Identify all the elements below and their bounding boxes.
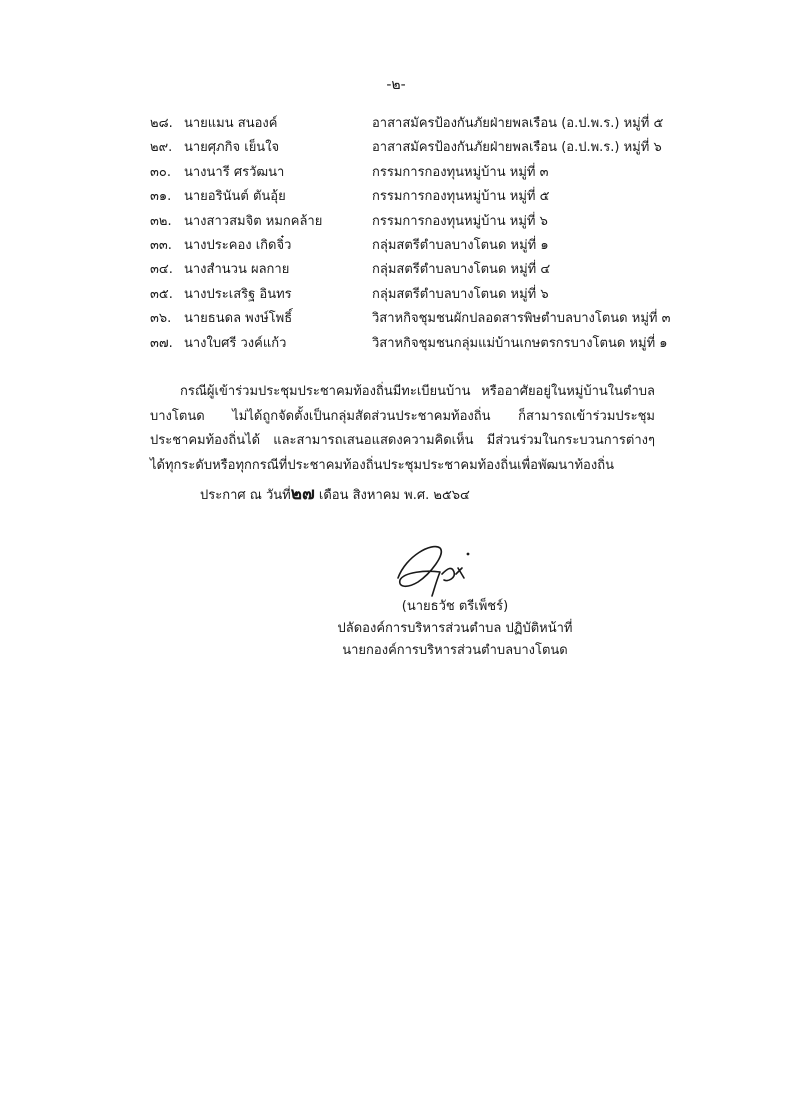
roster-row (150, 185, 710, 209)
roster-number: ๓๖. (150, 311, 172, 327)
date-prefix: ประกาศ ณ วันที่ (200, 488, 291, 503)
signatory-name: (นายธวัช ตรีเพ็ชร์) (401, 599, 509, 614)
roster-row (150, 112, 710, 136)
member-name: นายอรินันต์ ตันอุ้ย (184, 189, 286, 205)
member-role: กลุ่มสตรีตำบลบางโตนด หมู่ที่ ๑ (372, 237, 549, 253)
member-name: นายศุภกิจ เย็นใจ (184, 140, 280, 156)
date-year: ๒๕๖๔ (433, 488, 470, 503)
roster-number: ๓๗. (150, 335, 173, 351)
member-roster (150, 112, 710, 356)
roster-row (150, 332, 710, 356)
roster-number: ๓๑. (150, 189, 172, 205)
roster-row (150, 258, 710, 282)
member-role: กรรมการกองทุนหมู่บ้าน หมู่ที่ ๖ (372, 213, 548, 229)
member-name: นายแมน สนองค์ (184, 116, 278, 131)
signatory-title-2: นายกองค์การบริหารส่วนตำบลบางโตนด (342, 643, 568, 658)
roster-number: ๓๕. (150, 286, 173, 302)
handwritten-signature (392, 538, 502, 598)
member-role: วิสาหกิจชุมชนผักปลอดสารพิษตำบลบางโตนด หมู่ที่ ๓ (372, 311, 671, 327)
member-name: นางสำนวน ผลกาย (184, 262, 290, 278)
member-name: นางประเสริฐ อินทร (184, 286, 292, 302)
member-name: นางประคอง เกิดจิ๋ว (184, 237, 292, 253)
roster-row (150, 307, 710, 331)
member-name: นายธนดล พงษ์โพธิ์ (184, 311, 293, 327)
participation-paragraph: กรณีผู้เข้าร่วมประชุมประชาคมท้องถิ่นมีทะเบียนบ้าน หรืออาศัยอยู่ในหมู่บ้านในตำบลบางโตนด ไม่ได้ถูกจัดตั้งเป็นกลุ่มสัดส่วนประชาคมท้องถิ่น ก็สามารถเข้าร่วมประชุมประชาคมท้องถิ่นได้ และสามารถเสนอแสดงความคิดเห็น มีส่วนร่วมในกระบวนการต่างๆ ได้ทุกระดับหรือทุกกรณีที่ประชาคมท้องถิ่นประชุมประชาคมท้องถิ่นเพื่อพัฒนาท้องถิ่น (150, 384, 655, 473)
roster-number: ๓๐. (150, 164, 171, 180)
member-role: อาสาสมัครป้องกันภัยฝ่ายพลเรือน (อ.ป.พ.ร.) หมู่ที่ ๖ (372, 140, 662, 156)
member-name: นางนารี ศรวัฒนา (184, 164, 285, 180)
roster-number: ๒๘. (150, 116, 173, 131)
signature-block (300, 596, 610, 662)
member-name: นางสาวสมจิต หมกคล้าย (184, 213, 323, 229)
date-month: เดือน สิงหาคม พ.ศ. (318, 488, 430, 503)
member-role: อาสาสมัครป้องกันภัยฝ่ายพลเรือน (อ.ป.พ.ร.) หมู่ที่ ๕ (372, 116, 664, 131)
member-role: วิสาหกิจชุมชนกลุ่มแม่บ้านเกษตรกรบางโตนด หมู่ที่ ๑ (372, 335, 668, 351)
roster-row (150, 161, 710, 185)
roster-number: ๓๔. (150, 262, 173, 278)
member-name: นางใบศรี วงค์แก้ว (184, 335, 287, 351)
date-day: ๒๗ (290, 484, 315, 504)
roster-row (150, 283, 710, 307)
member-role: กลุ่มสตรีตำบลบางโตนด หมู่ที่ ๖ (372, 286, 549, 302)
signatory-title: ปลัดองค์การบริหารส่วนตำบล ปฏิบัติหน้าที่ (337, 621, 573, 636)
announcement-date (200, 480, 470, 507)
roster-row (150, 136, 710, 160)
roster-row (150, 210, 710, 234)
member-role: กลุ่มสตรีตำบลบางโตนด หมู่ที่ ๔ (372, 262, 551, 278)
member-role: กรรมการกองทุนหมู่บ้าน หมู่ที่ ๓ (372, 164, 549, 180)
member-role: กรรมการกองทุนหมู่บ้าน หมู่ที่ ๕ (372, 189, 550, 205)
page-number: -๒- (386, 77, 406, 93)
roster-number: ๓๓. (150, 237, 172, 253)
roster-number: ๓๒. (150, 213, 172, 229)
roster-row (150, 234, 710, 258)
roster-number: ๒๙. (150, 140, 173, 156)
